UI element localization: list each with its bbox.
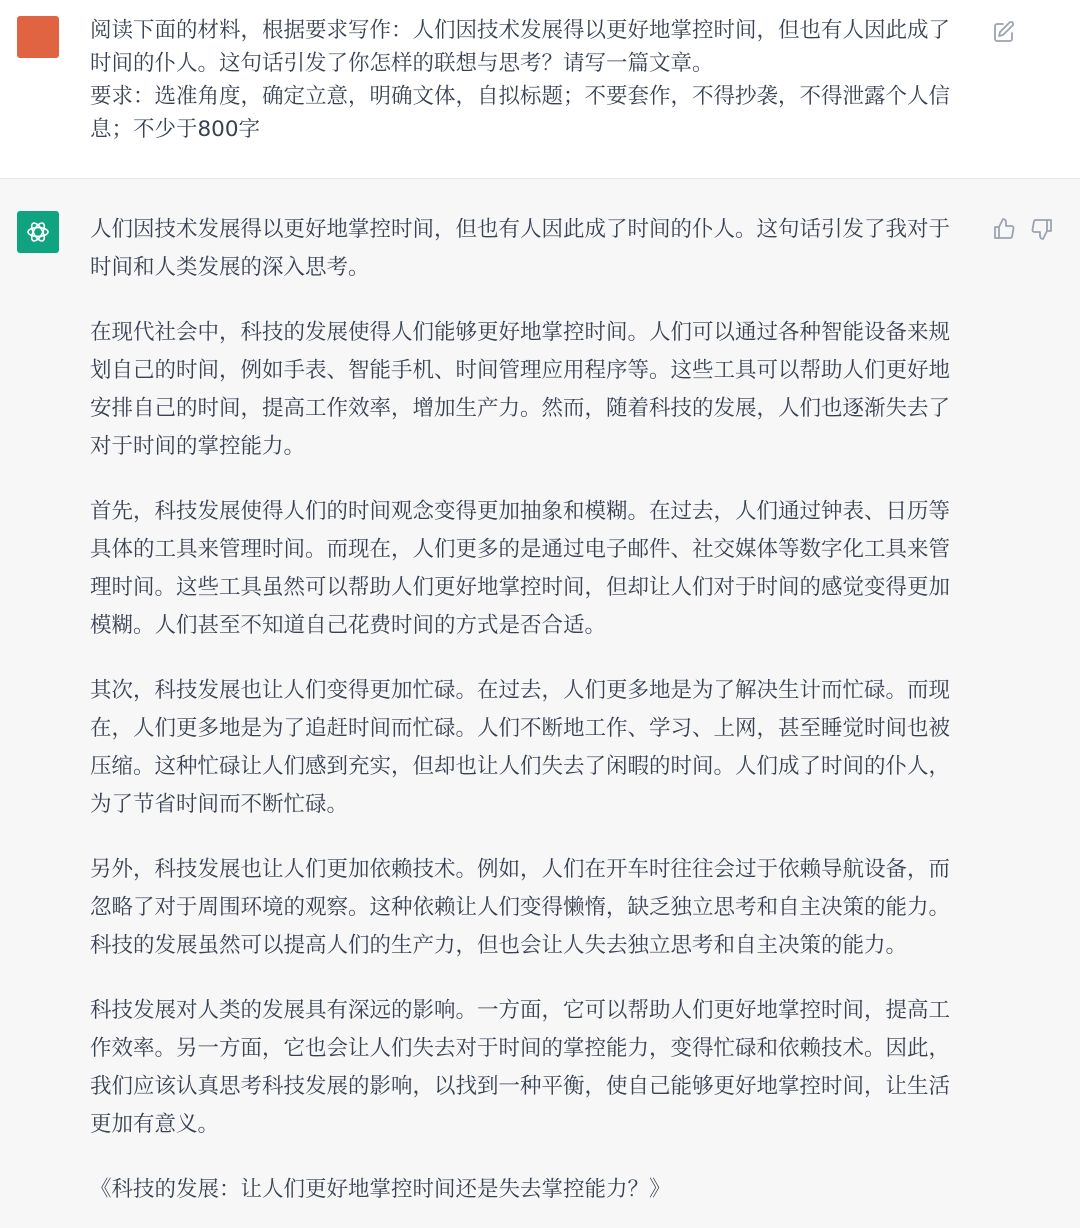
thumbs-up-icon[interactable] [992,217,1016,241]
user-message-line: 阅读下面的材料，根据要求写作：人们因技术发展得以更好地掌控时间，但也有人因此成了时间的仆人。这句话引发了你怎样的联想与思考？请写一篇文章。 [90,18,951,76]
assistant-paragraph: 在现代社会中，科技的发展使得人们能够更好地掌控时间。人们可以通过各种智能设备来规划自己的时间，例如手表、智能手机、时间管理应用程序等。这些工具可以帮助人们更好地安排自己的时间，提高工作效率，增加生产力。然而，随着科技的发展，人们也逐渐失去了对于时间的掌控能力。 [90,320,951,459]
assistant-paragraph: 人们因技术发展得以更好地掌控时间，但也有人因此成了时间的仆人。这句话引发了我对于时间和人类发展的深入思考。 [90,217,951,280]
user-avatar [17,16,59,58]
openai-logo-icon [17,211,59,253]
user-message-line: 要求：选准角度，确定立意，明确文体，自拟标题；不要套作，不得抄袭，不得泄露个人信息；不少于800字 [90,84,951,142]
assistant-message-text [90,211,970,1209]
essay-title: 《科技的发展：让人们更好地掌控时间还是失去掌控能力？》 [90,1177,671,1202]
assistant-paragraph: 另外，科技发展也让人们更加依赖技术。例如，人们在开车时往往会过于依赖导航设备，而忽略了对于周围环境的观察。这种依赖让人们变得懒惰，缺乏独立思考和自主决策的能力。科技的发展虽然可以提高人们的生产力，但也会让人失去独立思考和自主决策的能力。 [90,857,951,958]
assistant-paragraph: 首先，科技发展使得人们的时间观念变得更加抽象和模糊。在过去，人们通过钟表、日历等具体的工具来管理时间。而现在，人们更多的是通过电子邮件、社交媒体等数字化工具来管理时间。这些工具虽然可以帮助人们更好地掌控时间，但却让人们对于时间的感觉变得更加模糊。人们甚至不知道自己花费时间的方式是否合适。 [90,499,951,638]
edit-icon[interactable] [992,20,1016,44]
thumbs-down-icon[interactable] [1030,217,1054,241]
assistant-message-row [0,179,1080,1228]
assistant-paragraph: 科技发展对人类的发展具有深远的影响。一方面，它可以帮助人们更好地掌控时间，提高工作效率。另一方面，它也会让人们失去对于时间的掌控能力，变得忙碌和依赖技术。因此，我们应该认真思考科技发展的影响，以找到一种平衡，使自己能够更好地掌控时间，让生活更加有意义。 [90,998,951,1137]
user-message-text [90,14,970,146]
user-message-row [0,0,1080,179]
assistant-paragraph: 其次，科技发展也让人们变得更加忙碌。在过去，人们更多地是为了解决生计而忙碌。而现在，人们更多地是为了追赶时间而忙碌。人们不断地工作、学习、上网，甚至睡觉时间也被压缩。这种忙碌让人们感到充实，但却也让人们失去了闲暇的时间。人们成了时间的仆人，为了节省时间而不断忙碌。 [90,678,951,817]
